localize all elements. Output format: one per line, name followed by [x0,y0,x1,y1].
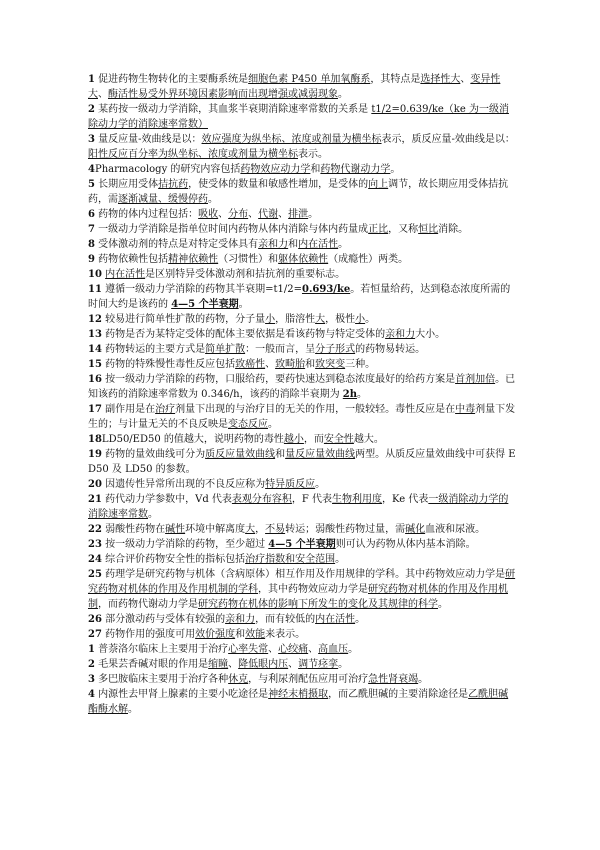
question-item [88,132,518,162]
item-number: 9 [88,254,95,265]
answer-text: 表观分布容积 [231,494,292,505]
item-text: 内源性去甲肾上腺素的主要小吃途径是 [94,689,269,700]
answer-text: 分子形式 [315,344,356,355]
question-item [88,267,518,282]
answer-text: 效能 [245,629,266,640]
answer-text: 致畸胎 [275,359,306,370]
item-text: 因遗传性异常所出现的不良反应称为 [101,479,266,490]
item-text: 药物是否为某特定受体的配体主要依据是看该药物与特定受体的 [101,329,386,340]
item-text: ，其特点是 [370,74,421,85]
item-text: 消除。 [438,224,469,235]
item-number: 10 [88,269,102,280]
answer-text: 效价强度 [195,629,236,640]
item-text: 和 [288,239,299,250]
answer-text: 越小 [283,434,304,445]
question-item [88,612,518,627]
answer-text: 正比 [368,224,389,235]
answer-text: 药物效应动力学 [240,164,311,175]
item-number: 2 [88,104,95,115]
answer-text: 亲和力 [225,614,256,625]
answer-text: 不易 [265,524,286,535]
item-text: 、 [228,659,239,670]
item-text: 、 [460,74,471,85]
item-text: ，而药物代谢动力学是 [98,599,198,610]
item-text: 表示，质反应量-效曲线是以： [381,134,515,145]
item-text: 三种。 [345,359,376,370]
answer-text: 急性肾衰竭 [368,674,419,685]
question-item [88,237,518,252]
item-text: ，而乙酰胆碱的主要消除途径是 [328,689,469,700]
item-text: 。 [338,89,348,100]
question-item [88,312,518,327]
answer-text: 内在活性 [315,614,356,625]
answer-text: 细胞色素 P450 单加氧酶系 [248,74,371,85]
item-text: 剂量下发生的；与计量无关的不良反映是 [88,404,516,430]
item-text: 。 [338,659,349,670]
question-item [88,672,518,687]
question-item [88,402,518,432]
item-number: 16 [88,374,102,385]
item-text: 。 [148,509,158,520]
answer-text: t1/2=0.639/ke（ke 为一级消除动力学的消除速率常数） [88,104,509,130]
question-item [88,72,518,102]
item-text: 药物转运的主要方式是 [101,344,206,355]
item-number: 3 [88,674,95,685]
question-item [88,282,518,312]
answer-text: 躯体依赖性 [278,254,329,265]
item-number: 20 [88,479,102,490]
answer-text: 一级消除动力学的消除速率常数 [88,494,509,520]
answer-text: 内在活性 [298,239,339,250]
answer-text: 研究药物在机体的影响下所发生的变化及其规律的科学 [198,599,438,610]
item-text: 药物作用的强度可用 [101,629,196,640]
question-item [88,102,518,132]
item-text: 按一级动力学消除的药物，至少超过 [101,539,269,550]
answer-text: 4—5 个半衰期 [171,299,239,310]
answer-text: 简单扩散 [205,344,246,355]
question-item [88,492,518,522]
question-item [88,357,518,372]
question-item [88,522,518,537]
item-text: 。 [348,644,359,655]
item-text: 。 [418,674,429,685]
question-item [88,687,518,717]
item-number: 27 [88,629,102,640]
item-text: 则可认为药物从体内基本消除。 [335,539,476,550]
item-text: 、 [265,359,276,370]
item-text: 和 [310,164,321,175]
item-number: 2 [88,659,95,670]
answer-text: 量反应量效曲线 [285,449,356,460]
item-text: 、 [268,644,279,655]
item-text: 和 [305,359,316,370]
item-text: ，脂溶性 [275,314,316,325]
item-text: （习惯性）和 [218,254,279,265]
item-text: ，又称 [388,224,419,235]
answer-text: 心绞痛 [278,644,309,655]
answer-text: 中毒 [455,404,476,415]
item-text: 。 [268,419,278,430]
answer-text: 排泄 [288,209,309,220]
answer-text: 安全性 [323,434,354,445]
item-text: 。已知该药的消除速率常数为 0.346/h，该药的消除半衰期为 [88,374,516,400]
answer-text: 碱化 [405,524,426,535]
answer-text: 4—5 个半衰期 [268,539,336,550]
question-item [88,477,518,492]
item-text: ，其中药物效应动力学是 [258,584,368,595]
answer-text: 高血压 [318,644,349,655]
item-text: 表示。 [298,149,328,160]
item-text: 来表示。 [265,629,306,640]
item-text: 和 [235,629,246,640]
answer-text: 吸收 [198,209,219,220]
answer-text: 变异性大 [88,74,501,100]
answer-text: 亲和力 [258,239,289,250]
item-text: 剂量下出现的与治疗目的无关的作用，一般较轻。毒性反应是在 [175,404,456,415]
answer-text: 治疗指数和安全范围 [245,554,336,565]
item-text: 部分激动药与受体有较强的 [101,614,226,625]
answer-text: 调节痉挛 [298,659,339,670]
item-number: 5 [88,179,95,190]
item-number: 4 [88,164,95,175]
item-text: 、 [218,209,229,220]
item-number: 26 [88,614,102,625]
answer-text: 选择性大 [420,74,461,85]
item-number: 21 [88,494,102,505]
item-text: 。 [315,479,326,490]
answer-text: 药物代谢动力学 [320,164,391,175]
answer-text: 碱性 [165,524,186,535]
answer-text: 亲和力 [385,329,416,340]
answer-text: 研究药物对机体的作用及作用机制的学科 [88,569,516,595]
question-item [88,432,518,447]
answer-text: 大 [245,524,256,535]
item-text: ，而 [303,434,324,445]
item-text: 。 [238,299,249,310]
item-text: 、 [278,209,289,220]
item-text: Pharmacology 的研究内容包括 [94,164,241,175]
answer-text: 休克 [228,674,249,685]
answer-text: 降低眼内压 [238,659,289,670]
item-number: 15 [88,359,102,370]
item-text: 。 [308,209,319,220]
item-text: 弱酸性药物在 [101,524,166,535]
answer-text: 恒比 [418,224,439,235]
item-text: 。 [335,554,346,565]
item-text: 普萘洛尔临床上主要用于治疗 [94,644,229,655]
answer-text: 小 [355,314,366,325]
item-number: 1 [88,644,95,655]
item-text: LD50/ED50 的值越大，说明药物的毒性 [101,434,284,445]
question-item [88,372,518,402]
answer-text: 研究药物对机体的作用及作用机制 [88,584,508,610]
question-item [88,657,518,672]
question-item [88,447,518,477]
answer-text: 致癌性 [235,359,266,370]
item-number: 18 [88,434,102,445]
item-text: ，而有较低的 [255,614,316,625]
answer-text: 0.693/ke [301,284,351,295]
item-text: 环境中解离度 [185,524,246,535]
question-item [88,627,518,642]
item-number: 11 [88,284,102,295]
item-text: 。 [208,194,218,205]
answer-text: 分布 [228,209,249,220]
item-number: 24 [88,554,102,565]
answer-text: 首剂加倍 [455,374,496,385]
item-text: 受体激动剂的特点是对特定受体具有 [94,239,259,250]
answer-text: 治疗 [155,404,176,415]
answer-text: 效应强度为纵坐标、浓度或剂量为横坐标 [201,134,382,145]
answer-text: 拮抗药 [158,179,189,190]
item-number: 6 [88,209,95,220]
question-item [88,162,518,177]
answer-text: 阳性反应百分率为纵坐标、浓度或剂量为横坐标 [88,149,298,160]
item-text: 、 [98,89,108,100]
item-number: 25 [88,569,102,580]
item-number: 22 [88,524,102,535]
item-text: 。 [355,614,366,625]
item-text: 。 [338,239,349,250]
item-text: 的药物易转运。 [355,344,426,355]
item-text: 药物的特殊慢性毒性反应包括 [101,359,236,370]
item-text: 是区别特异受体激动剂和拮抗剂的重要标志。 [145,269,346,280]
answer-text: 小 [265,314,276,325]
item-text: 血液和尿液。 [425,524,486,535]
item-text: 药物的体内过程包括： [94,209,199,220]
item-text: 转运；弱酸性药物过量，需 [285,524,406,535]
item-number: 17 [88,404,102,415]
item-text: 、 [288,659,299,670]
answer-text: 内在活性 [105,269,146,280]
answer-text: 代谢 [258,209,279,220]
item-text: ，与利尿剂配伍应用可治疗 [248,674,369,685]
item-text: 。 [438,599,448,610]
question-item [88,642,518,657]
item-number: 8 [88,239,95,250]
question-item [88,177,518,207]
item-text: ，F 代表 [291,494,333,505]
item-text: 长期应用受体 [94,179,159,190]
answer-text: 神经末梢摄取 [268,689,329,700]
item-number: 19 [88,449,102,460]
item-text: 。 [365,314,376,325]
question-item [88,537,518,552]
item-text: ：一般而言，呈 [245,344,316,355]
document-page [88,72,518,717]
item-text: 遵循一级动力学消除的药物其半衰期=t1/2= [101,284,302,295]
item-text: 毛果芸香碱对眼的作用是 [94,659,209,670]
item-number: 3 [88,134,95,145]
item-text: 药物依赖性包括 [94,254,169,265]
item-number: 4 [88,689,95,700]
question-item [88,552,518,567]
answer-text: 缩瞳 [208,659,229,670]
item-text: 较易进行简单性扩散的药物，分子量 [101,314,266,325]
answer-text: 质反应量效曲线 [205,449,276,460]
answer-text: 2h [342,389,358,400]
answer-text: 逐渐减量、缓慢停药 [118,194,208,205]
item-text: 按一级动力学消除的药物，口服给药，要药快速达到稳态浓度最好的给药方案是 [101,374,456,385]
answer-text: 变态反应 [228,419,268,430]
item-text: 多巴胺临床主要用于治疗各种 [94,674,229,685]
item-text: 药理学是研究药物与机体（含病原体）相互作用及作用规律的学科。其中药物效应动力学是 [101,569,506,580]
item-text: 大小。 [415,329,446,340]
item-text: 药物的量效曲线可分为 [101,449,206,460]
item-number: 1 [88,74,95,85]
question-item [88,207,518,222]
answer-text: 大 [315,314,326,325]
answer-text: 酶活性易受外界环境因素影响而出现增强或减弱现象 [108,89,338,100]
item-text: 。 [390,164,401,175]
item-text: ，使受体的数量和敏感性增加，是受体的 [188,179,369,190]
item-text: 副作用是在 [101,404,156,415]
item-number: 13 [88,329,102,340]
item-text: 某药按一级动力学消除，其血浆半衰期消除速率常数的关系是 [94,104,372,115]
question-item [88,222,518,237]
question-item [88,252,518,267]
item-number: 12 [88,314,102,325]
item-text: 促进药物生物转化的主要酶系统是 [94,74,249,85]
item-number: 14 [88,344,102,355]
item-text: 和 [275,449,286,460]
item-text: （成瘾性）两类。 [328,254,409,265]
question-item [88,342,518,357]
item-text: 越大。 [353,434,384,445]
answer-text: 乙酰胆碱酯酶水解 [88,689,509,715]
item-text: 量反应量-效曲线是以： [94,134,202,145]
item-text: 。 [128,704,138,715]
item-text: 药代动力学参数中，Vd 代表 [101,494,232,505]
item-text: 调节，故长期应用受体拮抗药，需 [88,179,509,205]
item-text: 。 [357,389,368,400]
item-text: 综合评价药物安全性的指标包括 [101,554,246,565]
item-text: 。若恒量给药，达到稳态浓度所需的时间大约是该药的 [88,284,511,310]
item-text: ，极性 [325,314,356,325]
item-number: 23 [88,539,102,550]
item-number: 7 [88,224,95,235]
item-text: 一级动力学消除是指单位时间内药物从体内消除与体内药量成 [94,224,369,235]
question-item [88,567,518,612]
answer-text: 精神依赖性 [168,254,219,265]
answer-text: 特异质反应 [265,479,316,490]
item-text: ， [255,524,266,535]
item-text: ，Ke 代表 [382,494,429,505]
item-text: 两型。从质反应量效曲线中可获得 ED50 及 LD50 的参数。 [88,449,516,475]
answer-text: 致突变 [315,359,346,370]
answer-text: 生物利用度 [332,494,383,505]
answer-text: 心率失常 [228,644,269,655]
item-text: 、 [308,644,319,655]
item-text: 、 [248,209,259,220]
answer-text: 向上 [368,179,389,190]
question-item [88,327,518,342]
